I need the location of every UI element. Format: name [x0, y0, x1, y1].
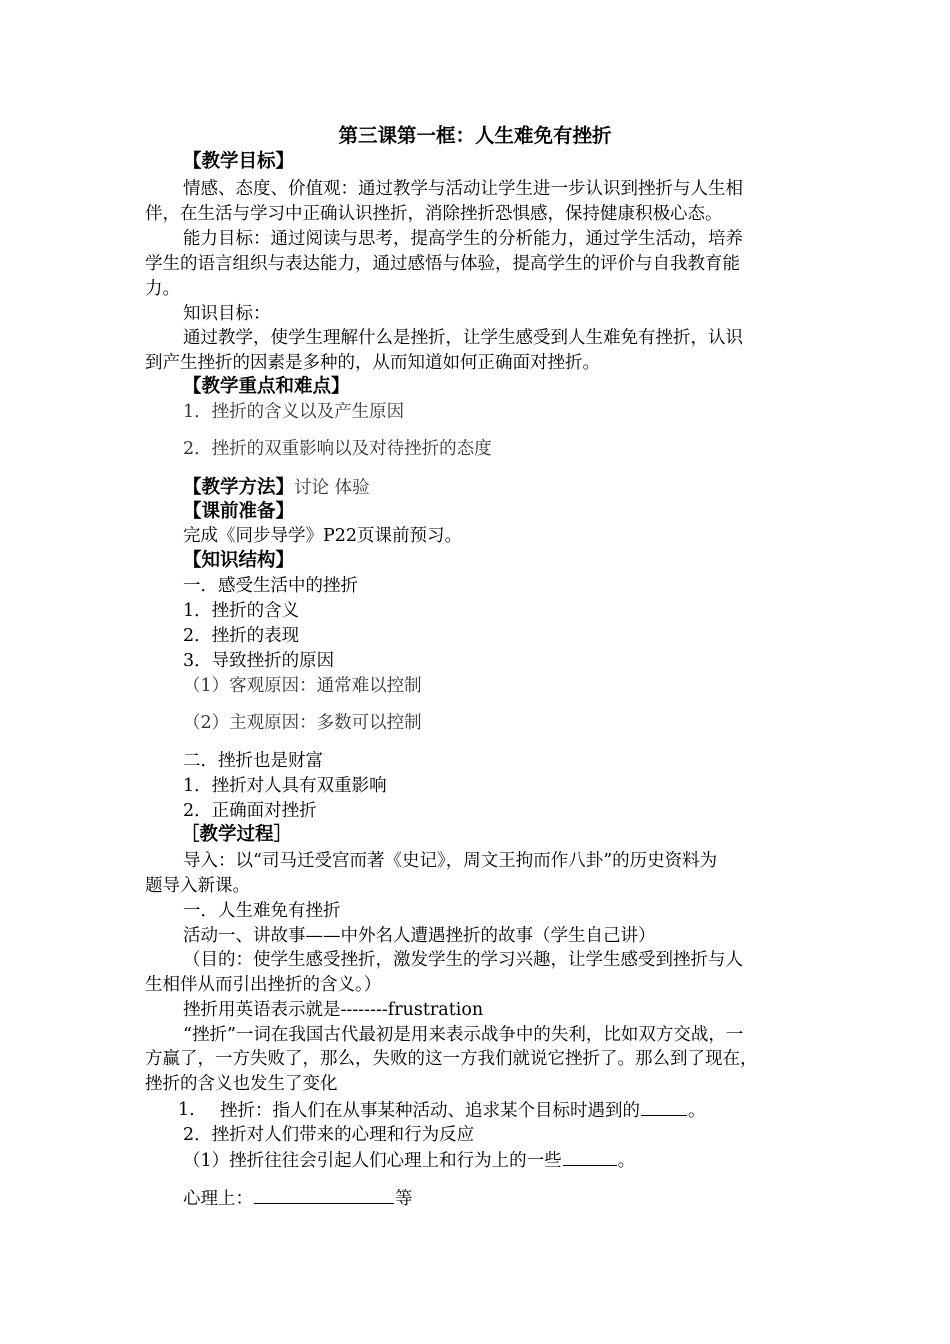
definition-line	[220, 1098, 706, 1123]
process-section-1: 一．人生难免有挫折	[183, 901, 341, 921]
process-history-line2: 方赢了，一方失败了，那么，失败的这一方我们就说它挫折了。那么到了现在，	[145, 1049, 758, 1069]
structure-sub-item: （1）客观原因：通常难以控制	[183, 676, 422, 696]
definition-blank	[641, 1098, 687, 1116]
objective-ability-line3: 力。	[145, 279, 180, 299]
objective-ability-line1: 能力目标：通过阅读与思考，提高学生的分析能力，通过学生活动，培养	[183, 229, 743, 249]
psychology-blank	[254, 1186, 394, 1204]
process-purpose-line1: （目的：使学生感受挫折，激发学生的学习兴趣，让学生感受到挫折与人	[183, 950, 743, 970]
preparation-heading: 【课前准备】	[183, 501, 295, 522]
structure-sub-item: （2）主观原因：多数可以控制	[183, 713, 422, 733]
structure-heading: 【知识结构】	[183, 550, 295, 571]
process-history-line1: “挫折”一词在我国古代最初是用来表示战争中的失利，比如双方交战，一	[183, 1025, 744, 1045]
objective-knowledge-label: 知识目标：	[183, 304, 271, 324]
reaction-heading: 2．挫折对人们带来的心理和行为反应	[183, 1125, 475, 1145]
process-intro-line2: 题导入新课。	[145, 876, 250, 896]
reaction-sub-text: （1）挫折往往会引起人们心理上和行为上的一些	[183, 1151, 562, 1171]
structure-item: 2．挫折的表现	[183, 626, 300, 646]
psychology-line	[183, 1186, 413, 1211]
objective-emotion-line2: 伴，在生活与学习中正确认识挫折，消除挫折恐惧感，保持健康积极心态。	[145, 204, 723, 224]
reaction-end: 。	[617, 1151, 636, 1171]
objectives-heading: 【教学目标】	[183, 151, 295, 172]
definition-number: 1.	[178, 1100, 195, 1120]
process-activity-1: 活动一、讲故事——中外名人遭遇挫折的故事（学生自己讲）	[183, 926, 656, 946]
key-point-1: 1．挫折的含义以及产生原因	[183, 402, 405, 422]
document-title: 第三课第一框：人生难免有挫折	[338, 124, 612, 147]
structure-part-2: 二．挫折也是财富	[183, 751, 323, 771]
process-intro-line1: 导入：以“司马迁受宫而著《史记》，周文王拘而作八卦”的历史资料为	[183, 851, 718, 871]
reaction-sub-line	[183, 1148, 635, 1173]
process-heading: ［教学过程］	[181, 824, 293, 845]
method-text: 讨论 体验	[294, 478, 370, 498]
key-points-heading: 【教学重点和难点】	[183, 376, 350, 397]
structure-item: 3．导致挫折的原因	[183, 651, 335, 671]
definition-end: 。	[688, 1101, 706, 1121]
method-heading: 【教学方法】	[183, 477, 295, 498]
preparation-text: 完成《同步导学》P22页课前预习。	[183, 526, 463, 546]
process-history-line3: 挫折的含义也发生了变化	[145, 1074, 338, 1094]
structure-item: 2．正确面对挫折	[183, 801, 317, 821]
definition-text: 挫折：指人们在从事某种活动、追求某个目标时遇到的	[220, 1101, 640, 1121]
psychology-end: 等	[395, 1189, 413, 1209]
structure-item: 1．挫折对人具有双重影响	[183, 776, 387, 796]
objective-knowledge-line2: 到产生挫折的因素是多种的，从而知道如何正确面对挫折。	[145, 353, 600, 373]
objective-ability-line2: 学生的语言组织与表达能力，通过感悟与体验，提高学生的评价与自我教育能	[145, 254, 740, 274]
objective-emotion-line1: 情感、态度、价值观：通过教学与活动让学生进一步认识到挫折与人生相	[183, 179, 743, 199]
psychology-label: 心理上：	[183, 1189, 253, 1209]
reaction-blank	[563, 1148, 617, 1166]
process-english: 挫折用英语表示就是--------frustration	[183, 1000, 484, 1020]
method-line	[183, 476, 370, 500]
key-point-2: 2．挫折的双重影响以及对待挫折的态度	[183, 439, 492, 459]
structure-part-1: 一．感受生活中的挫折	[183, 576, 358, 596]
objective-knowledge-line1: 通过教学，使学生理解什么是挫折，让学生感受到人生难免有挫折，认识	[183, 328, 743, 348]
structure-item: 1．挫折的含义	[183, 601, 300, 621]
process-purpose-line2: 生相伴从而引出挫折的含义。）	[145, 975, 382, 995]
